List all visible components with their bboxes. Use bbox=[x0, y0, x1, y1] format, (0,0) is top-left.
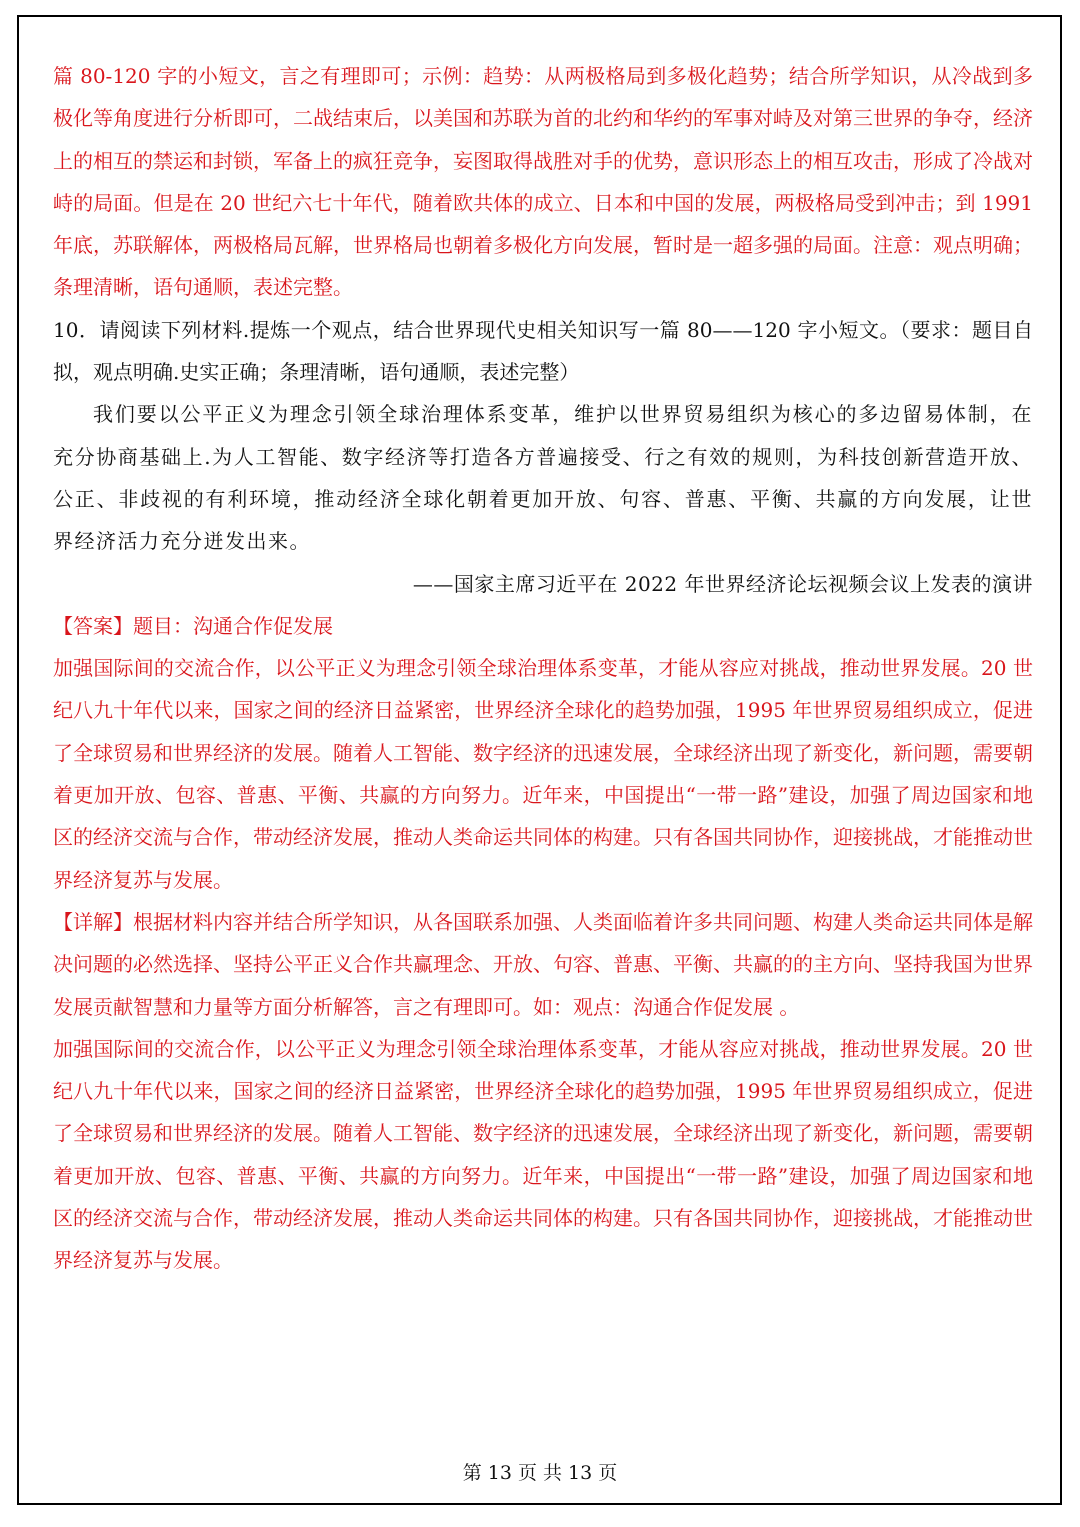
quote-source: ——国家主席习近平在 2022 年世界经济论坛视频会议上发表的演讲 bbox=[412, 571, 1033, 596]
answer-label: 【答案】 bbox=[53, 613, 133, 638]
question-10-prompt: 10．请阅读下列材料.提炼一个观点，结合世界现代史相关知识写一篇 80——120 字小短文。（要求：题目自拟，观点明确.史实正确；条理清晰，语句通顺，表述完整） bbox=[53, 317, 1033, 385]
document-body bbox=[53, 55, 1033, 1282]
answer-heading bbox=[53, 605, 1033, 647]
answer-title: 题目：沟通合作促发展 bbox=[133, 613, 333, 638]
detail-label: 【详解】 bbox=[53, 909, 133, 934]
question-material-quote: 我们要以公平正义为理念引领全球治理体系变革，维护以世界贸易组织为核心的多边留易体制，在充分协商基础上.为人工智能、数字经济等打造各方普遍接受、行之有效的规则，为科技创新营造开放、公正、非歧视的有利环境，推动经济全球化朝着更加开放、句容、普惠、平衡、共赢的方向发展，让世界经济活力充分迸发出来。 bbox=[53, 402, 1033, 554]
detail-intro-paragraph bbox=[53, 901, 1033, 1028]
detail-intro: 根据材料内容并结合所学知识，从各国联系加强、人类面临着许多共同问题、构建人类命运共同体是解决问题的必然选择、坚持公平正义合作共赢理念、开放、句容、普惠、平衡、共赢的的主方向、坚持我国为世界发展贡献智慧和力量等方面分析解答，言之有理即可。如：观点：沟通合作促发展 。 bbox=[53, 909, 1033, 1019]
answer-body: 加强国际间的交流合作，以公平正义为理念引领全球治理体系变革，才能从容应对挑战，推动世界发展。20 世纪八九十年代以来，国家之间的经济日益紧密，世界经济全球化的趋势加强，1995 年世界贸易组织成立，促进了全球贸易和世界经济的发展。随着人工智能、数字经济的迅速发展，全球经济出现了新变化，新问题，需要朝着更加开放、包容、普惠、平衡、共赢的方向努力。近年来，中国提出“一带一路”建设，加强了周边国家和地区的经济交流与合作，带动经济发展，推动人类命运共同体的构建。只有各国共同协作，迎接挑战，才能推动世界经济复苏与发展。 bbox=[53, 656, 1033, 892]
detail-body: 加强国际间的交流合作，以公平正义为理念引领全球治理体系变革，才能从容应对挑战，推动世界发展。20 世纪八九十年代以来，国家之间的经济日益紧密，世界经济全球化的趋势加强，1995 年世界贸易组织成立，促进了全球贸易和世界经济的发展。随着人工智能、数字经济的迅速发展，全球经济出现了新变化，新问题，需要朝着更加开放、包容、普惠、平衡、共赢的方向努力。近年来，中国提出“一带一路”建设，加强了周边国家和地区的经济交流与合作，带动经济发展，推动人类命运共同体的构建。只有各国共同协作，迎接挑战，才能推动世界经济复苏与发展。 bbox=[53, 1036, 1033, 1273]
page-number: 第 13 页 共 13 页 bbox=[462, 1462, 618, 1484]
previous-answer-paragraph: 篇 80-120 字的小短文，言之有理即可；示例：趋势：从两极格局到多极化趋势；结合所学知识，从冷战到多极化等角度进行分析即可，二战结束后，以美国和苏联为首的北约和华约的军事对峙及对第三世界的争夺，经济上的相互的禁运和封锁，军备上的疯狂竞争，妄图取得战胜对手的优势，意识形态上的相互攻击，形成了冷战对峙的局面。但是在 20 世纪六七十年代，随着欧共体的成立、日本和中国的发展，两极格局受到冲击；到 1991 年底，苏联解体，两极格局瓦解，世界格局也朝着多极化方向发展，暂时是一超多强的局面。注意：观点明确；条理清晰，语句通顺，表述完整。 bbox=[53, 64, 1033, 300]
